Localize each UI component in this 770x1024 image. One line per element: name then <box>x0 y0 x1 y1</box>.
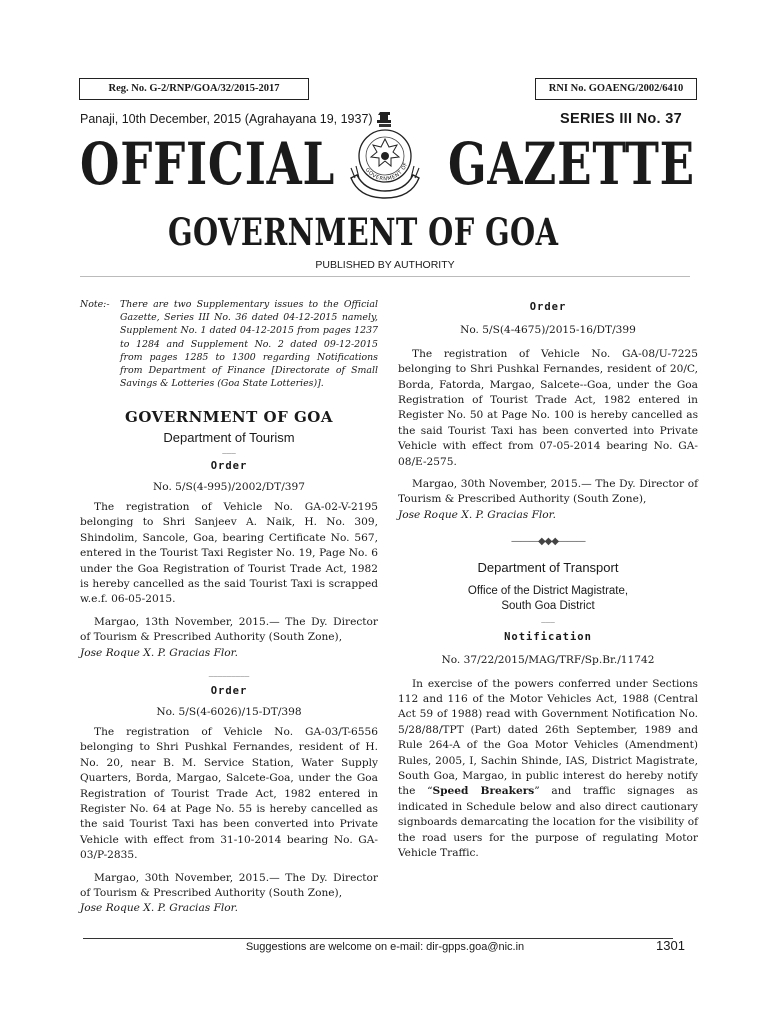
notification-body-start: In exercise of the powers conferred under Sections 112 and 116 of the Motor Vehicles Act, 1988 (Central Act 59 of 1988) read with Government Notification No. 5/28/88/TPT (Part) dated 26th September, 1989 and Rule 264-A of the Goa Motor Vehicles (Amendment) Rules, 2005, I, Sachin Shinde, IAS, District Magistrate, South Goa, Margao, in public interest do hereby notify the “ <box>398 677 698 798</box>
masthead-gazette: GAZETTE <box>448 130 695 198</box>
separator: ___ <box>541 612 555 623</box>
footer-rule <box>83 938 673 939</box>
signatory: Jose Roque X. P. Gracias Flor. <box>80 902 238 915</box>
emblem-text: GOVERNMENT OF <box>363 161 410 183</box>
date-line: Panaji, 10th December, 2015 (Agrahayana 19, 1937) <box>80 112 373 126</box>
signatory: Jose Roque X. P. Gracias Flor. <box>80 646 238 659</box>
note-text: There are two Supplementary issues to the Official Gazette, Series III No. 36 dated 04-12-2015 namely, Supplement No. 1 dated 04-12-2015 from pages 1237 to 1284 and Supplement No. 2 dated 09-12-2015 from pages 1285 to 1300 regarding Notifications from Department of Finance [Directorate of Small Savings & Lotteries (Goa State Lotteries)]. <box>120 299 378 390</box>
signatory: Jose Roque X. P. Gracias Flor. <box>398 508 556 521</box>
notification-body <box>398 677 698 862</box>
separator: ___ <box>222 444 236 455</box>
footer-suggestion: Suggestions are welcome on e-mail: dir-gpps.goa@nic.in <box>245 941 525 953</box>
rni-number: RNI No. GOAENG/2002/6410 <box>548 83 684 94</box>
registration-number: Reg. No. G-2/RNP/GOA/32/2015-2017 <box>108 83 280 94</box>
header-rule <box>80 276 690 277</box>
order-sign-line: Margao, 13th November, 2015.— The Dy. Director of Tourism & Prescribed Authority (South Zone), <box>80 615 378 644</box>
order-body: The registration of Vehicle No. GA-03/T-6556 belonging to Shri Pushkal Fernandes, resident of H. No. 20, near B. M. Service Station, Water Supply Quarters, Borda, Margao, Salcete-Goa, under the Goa Registration of Tourist Trade Act, 1982 entered in Register No. 64 at Page No. 55 is hereby cancelled as the said Tourist Taxi has been converted into Private Vehicle with effect from 31-10-2014 bearing No. GA-03/P-2835. <box>80 725 378 862</box>
emblem-icon <box>339 108 431 206</box>
order-body: The registration of Vehicle No. GA-08/U-7225 belonging to Shri Pushkal Fernandes, resident of 20/C, Borda, Fatorda, Margao, Salcete--Goa, under the Goa Registration of Tourist Trade Act, 1982 entered in Register No. 50 at Page No. 100 is hereby cancelled as the said Tourist Taxi has been converted into Private Vehicle with effect from 07-05-2014 bearing No. GA-08/E-2575. <box>398 347 698 468</box>
page-number: 1301 <box>656 938 685 953</box>
published-by-authority: PUBLISHED BY AUTHORITY <box>315 259 455 271</box>
separator: _________ <box>208 667 250 678</box>
office-line-1: Office of the District Magistrate, <box>467 584 629 597</box>
government-heading: GOVERNMENT OF GOA <box>125 408 333 427</box>
right-column <box>398 300 698 868</box>
notification-heading: Notification <box>504 630 592 643</box>
order-sign-line: Margao, 30th November, 2015.— The Dy. Director of Tourism & Prescribed Authority (South Zone), <box>398 478 698 506</box>
masthead-official: OFFICIAL <box>80 130 336 198</box>
left-column <box>80 298 378 924</box>
notification-number: No. 37/22/2015/MAG/TRF/Sp.Br./11742 <box>441 654 655 667</box>
series-label: SERIES III No. 37 <box>560 111 682 127</box>
ornament-divider: ———◆◆◆——— <box>510 536 586 548</box>
order-heading: Order <box>529 301 567 313</box>
department-transport: Department of Transport <box>477 560 619 576</box>
note-label: Note:- <box>80 299 110 310</box>
masthead-government-of-goa: GOVERNMENT OF GOA <box>168 210 559 254</box>
speed-breakers-term: Speed Breakers <box>432 785 535 798</box>
order-sign-line: Margao, 30th November, 2015.— The Dy. Director of Tourism & Prescribed Authority (South Zone), <box>80 871 378 899</box>
order-number: No. 5/S(4-4675)/2015-16/DT/399 <box>460 324 636 337</box>
notification-body-end: ” and traffic signages as indicated in Schedule below and also direct cautionary signboards demarcating the location for the visibility of the road users for the purpose of regulating Motor Vehicle Traffic. <box>398 785 698 859</box>
order-heading: Order <box>210 685 248 698</box>
department-tourism: Department of Tourism <box>163 429 295 445</box>
office-line-2: South Goa District <box>501 599 595 612</box>
order-body: The registration of Vehicle No. GA-02-V-2195 belonging to Shri Sanjeev A. Naik, H. No. 309, Shindolim, Sancole, Goa, bearing Certificate No. 567, entered in the Tourist Taxi Register No. 19, Page No. 6 under the Goa Registration of Tourist Trade Act, 1982 is hereby cancelled as the said Tourist Taxi is scrapped w.e.f. 06-05-2015. <box>80 501 378 606</box>
order-number: No. 5/S(4-6026)/15-DT/398 <box>156 705 302 718</box>
goa-emblem <box>339 108 431 206</box>
registration-number-box <box>79 78 309 100</box>
rni-number-box <box>535 78 697 100</box>
order-number: No. 5/S(4-995)/2002/DT/397 <box>152 480 306 493</box>
order-heading: Order <box>210 460 248 473</box>
supplement-note <box>80 298 378 390</box>
